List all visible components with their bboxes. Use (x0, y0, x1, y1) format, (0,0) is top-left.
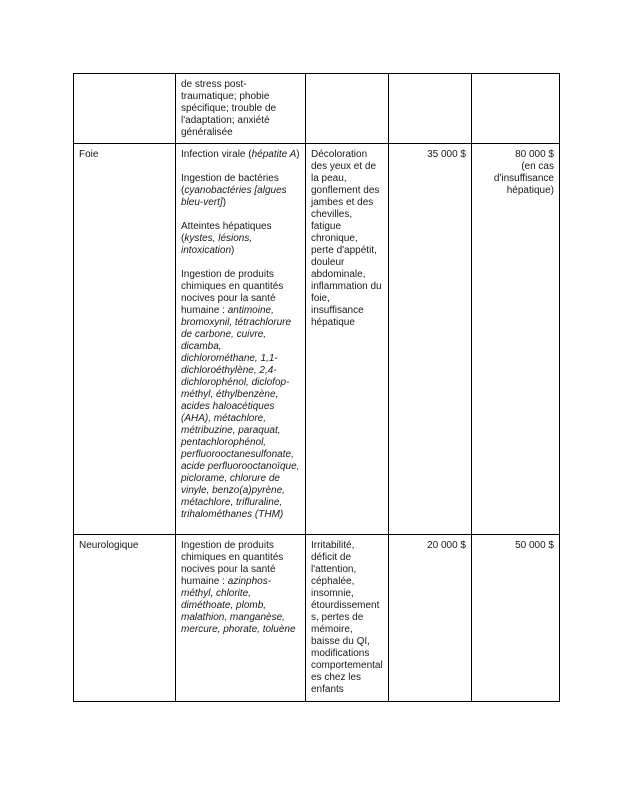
organ-cell: Foie (74, 144, 176, 535)
amount-high-note: (en cas d'insuffisance hépatique) (493, 161, 554, 196)
amount-high-value: 80 000 $ (515, 149, 554, 160)
amount-low-cell (389, 144, 472, 535)
amount-low-cell (389, 535, 472, 702)
health-effects-table (73, 73, 560, 702)
table-row (74, 74, 560, 144)
causes-cell: Infection virale (hépatite A) Ingestion de bactéries (cyanobactéries [algues bleu-vert]) Atteintes hépatiques (kystes, lésions, intoxication) Ingestion de produits chimiques en quantités nocives pour la santé humaine : antimoine, bromoxynil, tétrachlorure de carbone, cuivre, dicamba, dichlorométhane, 1,1-dichloroéthylène, 2,4-dichlorophénol, diclofop-méthyl, éthylbenzène, acides haloacétiques (AHA), métachlore, métribuzine, paraquat, pentachlorophénol, perfluorooctanesulfonate, acide perfluorooctanoïque, piclorame, chlorure de vinyle, benzo(a)pyrène, métachlore, trifluraline, trihalométhanes (THM) (176, 144, 306, 535)
amount-low-value: 35 000 $ (427, 149, 466, 160)
symptoms-cell: Décoloration des yeux et de la peau, gonflement des jambes et des chevilles, fatigue chronique, perte d'appétit, douleur abdominale, inflammation du foie, insuffisance hépatique (306, 144, 389, 535)
causes-cell: de stress post-traumatique; phobie spécifique; trouble de l'adaptation; anxiété généralisée (176, 74, 306, 144)
amount-low-value: 20 000 $ (427, 540, 466, 551)
table-row (74, 535, 560, 702)
amount-high-value: 50 000 $ (515, 540, 554, 551)
causes-cell: Ingestion de produits chimiques en quantités nocives pour la santé humaine : azinphos-méthyl, chlorite, diméthoate, plomb, malathion, manganèse, mercure, phorate, toluène (176, 535, 306, 702)
table-row (74, 144, 560, 535)
amount-high-cell (472, 144, 560, 535)
amount-low-cell (389, 74, 472, 144)
amount-high-cell (472, 535, 560, 702)
symptoms-cell (306, 74, 389, 144)
organ-cell (74, 74, 176, 144)
amount-high-cell (472, 74, 560, 144)
symptoms-cell: Irritabilité, déficit de l'attention, céphalée, insomnie, étourdissements, pertes de mémoire, baisse du QI, modifications comportementales chez les enfants (306, 535, 389, 702)
organ-cell: Neurologique (74, 535, 176, 702)
